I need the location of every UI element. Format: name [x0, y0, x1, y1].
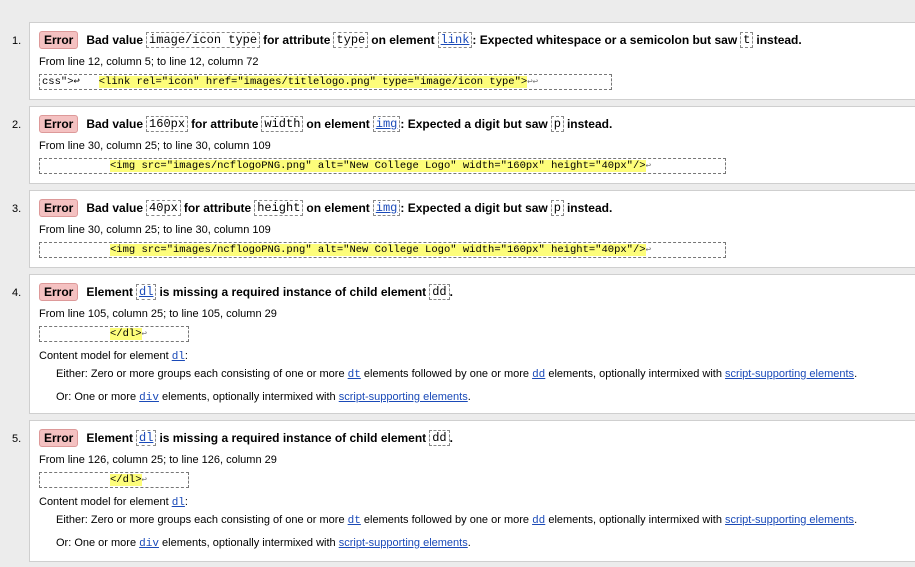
script-supporting-elements-link[interactable]: script-supporting elements: [725, 368, 855, 380]
script-supporting-elements-link[interactable]: script-supporting elements: [338, 391, 468, 403]
element-link[interactable]: link: [438, 32, 473, 48]
message-text: is missing a required instance of child element: [159, 431, 427, 445]
content-model-either: [56, 514, 857, 527]
content-model-text: Content model for element: [39, 496, 169, 508]
content-model-or: [56, 391, 471, 404]
content-model-text: elements followed by one or more: [363, 514, 530, 526]
code-char: t: [740, 32, 753, 48]
message-text: .: [449, 431, 453, 445]
content-model-text: elements, optionally intermixed with: [548, 514, 722, 526]
message-text: Bad value: [86, 117, 144, 131]
element-link[interactable]: img: [373, 200, 401, 216]
content-model-text: :: [184, 350, 188, 362]
content-model-label: [39, 496, 188, 509]
message-text: on element: [371, 33, 435, 47]
code-char: p: [551, 200, 564, 216]
content-model-text: :: [184, 496, 188, 508]
error-location: From line 126, column 25; to line 126, column 29: [39, 454, 277, 466]
content-model-text: .: [467, 537, 471, 549]
extract-context: css">↩: [42, 76, 80, 88]
error-badge: Error: [39, 199, 78, 217]
error-card: [29, 106, 915, 184]
error-message: [39, 115, 612, 133]
error-card: [29, 274, 915, 414]
content-model-text: .: [467, 391, 471, 403]
content-model-text: Content model for element: [39, 350, 169, 362]
error-item: [0, 22, 915, 100]
content-model-or: [56, 537, 471, 550]
error-item: [0, 274, 915, 414]
source-extract: [39, 74, 612, 90]
message-text: for attribute: [183, 201, 252, 215]
error-badge: Error: [39, 31, 78, 49]
element-link[interactable]: img: [373, 116, 401, 132]
message-text: for attribute: [263, 33, 331, 47]
error-card: [29, 22, 915, 100]
error-location: From line 30, column 25; to line 30, column 109: [39, 140, 271, 152]
dt-element-link[interactable]: dt: [347, 515, 361, 527]
code-value: 160px: [146, 116, 188, 132]
extract-return-glyph: ↩: [141, 329, 147, 339]
message-text: Element: [86, 431, 134, 445]
item-number: 3.: [12, 203, 22, 215]
message-text: instead.: [756, 33, 802, 47]
content-model-text: .: [854, 514, 858, 526]
extract-return-glyph: ↩: [645, 245, 652, 255]
code-attribute: height: [254, 200, 303, 216]
content-model-text: elements, optionally intermixed with: [162, 391, 336, 403]
extract-highlight: <link rel="icon" href="images/titlelogo.png" type="image/icon type">: [98, 76, 528, 88]
content-model-text: elements followed by one or more: [363, 368, 530, 380]
content-model-text: Or: One or more: [56, 391, 137, 403]
item-number: 1.: [12, 35, 22, 47]
extract-highlight: <img src="images/ncflogoPNG.png" alt="New College Logo" width="160px" height="40px"/>: [110, 160, 646, 172]
message-text: .: [449, 285, 453, 299]
extract-return-glyph: ↩: [141, 475, 147, 485]
item-number: 5.: [12, 433, 22, 445]
code-attribute: width: [261, 116, 303, 132]
error-location: From line 105, column 25; to line 105, column 29: [39, 308, 277, 320]
message-text: Element: [86, 285, 134, 299]
message-text: for attribute: [191, 117, 259, 131]
error-card: [29, 420, 915, 562]
error-location: From line 30, column 25; to line 30, column 109: [39, 224, 271, 236]
error-location: From line 12, column 5; to line 12, column 72: [39, 56, 259, 68]
item-number: 2.: [12, 119, 22, 131]
error-item: [0, 190, 915, 268]
content-model-text: elements, optionally intermixed with: [162, 537, 336, 549]
message-text: : Expected a digit but saw: [400, 117, 548, 131]
content-model-either: [56, 368, 857, 381]
source-extract: [39, 472, 189, 488]
code-child-element: dd: [429, 430, 449, 446]
script-supporting-elements-link[interactable]: script-supporting elements: [338, 537, 468, 549]
source-extract: [39, 326, 189, 342]
code-char: p: [551, 116, 564, 132]
message-text: Bad value: [86, 201, 144, 215]
message-text: instead.: [566, 201, 613, 215]
extract-return-glyph: ↩: [645, 161, 652, 171]
error-message: [39, 199, 612, 217]
element-link[interactable]: dl: [171, 497, 185, 509]
item-number: 4.: [12, 287, 22, 299]
content-model-text: Either: Zero or more groups each consisting of one or more: [56, 368, 345, 380]
extract-highlight: </dl>: [110, 328, 142, 340]
message-text: on element: [306, 117, 370, 131]
message-text: : Expected a digit but saw: [400, 201, 548, 215]
extract-highlight: </dl>: [110, 474, 142, 486]
message-text: on element: [306, 201, 370, 215]
error-message: [39, 429, 453, 447]
code-value: image/icon type: [146, 32, 260, 48]
code-value: 40px: [146, 200, 181, 216]
code-attribute: type: [333, 32, 368, 48]
dd-element-link[interactable]: dd: [532, 369, 546, 381]
content-model-text: .: [854, 368, 858, 380]
content-model-text: Or: One or more: [56, 537, 137, 549]
source-extract: [39, 158, 726, 174]
dd-element-link[interactable]: dd: [532, 515, 546, 527]
element-link[interactable]: dl: [136, 430, 156, 446]
source-extract: [39, 242, 726, 258]
script-supporting-elements-link[interactable]: script-supporting elements: [725, 514, 855, 526]
error-card: [29, 190, 915, 268]
error-item: [0, 420, 915, 562]
extract-highlight: <img src="images/ncflogoPNG.png" alt="New College Logo" width="160px" height="40px"/>: [110, 244, 646, 256]
error-badge: Error: [39, 283, 78, 301]
content-model-text: elements, optionally intermixed with: [548, 368, 722, 380]
content-model-label: [39, 350, 188, 363]
message-text: instead.: [566, 117, 613, 131]
error-message: [39, 31, 802, 49]
message-text: : Expected whitespace or a semicolon but saw: [472, 33, 738, 47]
code-child-element: dd: [429, 284, 449, 300]
error-badge: Error: [39, 115, 78, 133]
error-badge: Error: [39, 429, 78, 447]
element-link[interactable]: dl: [136, 284, 156, 300]
content-model-text: Either: Zero or more groups each consisting of one or more: [56, 514, 345, 526]
dt-element-link[interactable]: dt: [347, 369, 361, 381]
error-item: [0, 106, 915, 184]
message-text: is missing a required instance of child element: [159, 285, 427, 299]
div-element-link[interactable]: div: [139, 538, 159, 550]
element-link[interactable]: dl: [171, 351, 185, 363]
error-message: [39, 283, 453, 301]
message-text: Bad value: [86, 33, 144, 47]
div-element-link[interactable]: div: [139, 392, 159, 404]
extract-return-glyph: ↩↩: [527, 77, 539, 87]
